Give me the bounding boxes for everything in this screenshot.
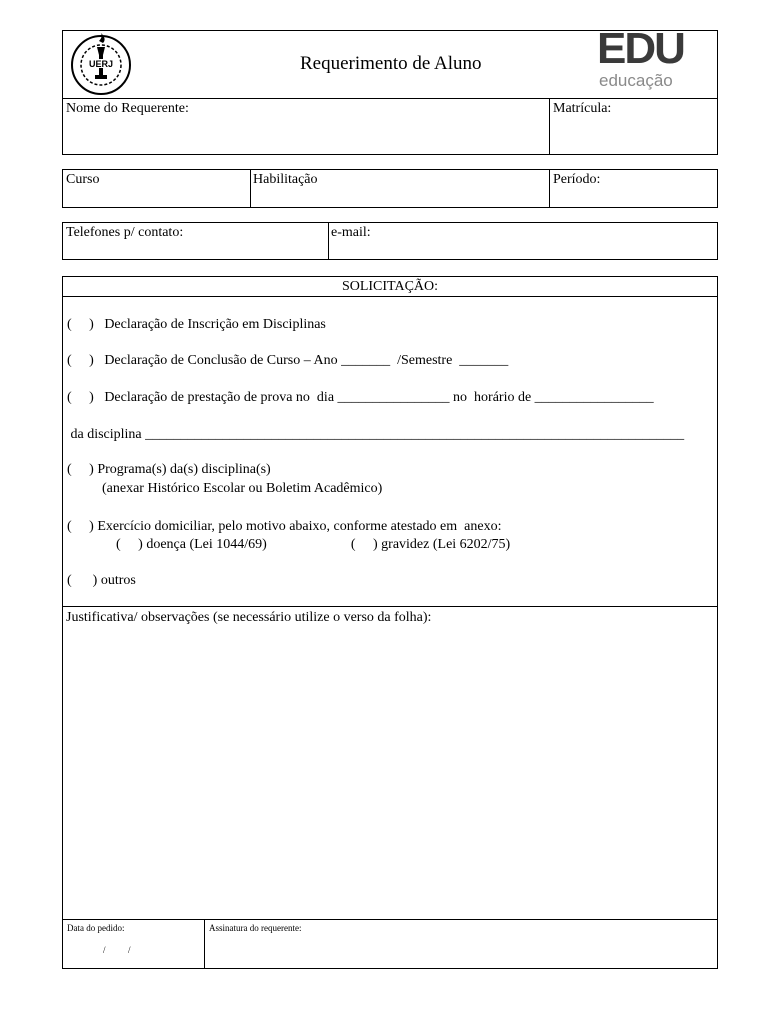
divider (328, 223, 329, 259)
data-pedido-field[interactable]: / / (103, 945, 131, 955)
assinatura-label: Assinatura do requerente: (209, 923, 302, 933)
telefones-label: Telefones p/ contato: (66, 225, 184, 240)
contato-row (62, 222, 718, 260)
option-prova-disciplina[interactable]: da disciplina _____________________________________________________________________________ (67, 427, 685, 442)
option-programa[interactable]: ( ) Programa(s) da(s) disciplina(s) (67, 462, 271, 477)
habilitacao-label: Habilitação (253, 172, 318, 187)
divider (63, 606, 717, 607)
svg-text:UERJ: UERJ (88, 59, 114, 69)
divider (63, 296, 717, 297)
curso-label: Curso (66, 172, 100, 187)
seal-icon (69, 33, 133, 97)
divider (63, 919, 717, 920)
solicitacao-box (62, 276, 718, 969)
option-inscricao[interactable]: ( ) Declaração de Inscrição em Disciplinas (67, 317, 326, 332)
divider (549, 99, 550, 154)
curso-row (62, 169, 718, 208)
divider (250, 170, 251, 207)
uerj-seal (69, 33, 133, 97)
email-label: e-mail: (331, 225, 371, 240)
option-outros[interactable]: ( ) outros (67, 573, 136, 588)
justificativa-label: Justificativa/ observações (se necessário utilize o verso da folha): (66, 610, 432, 625)
option-prova[interactable]: ( ) Declaração de prestação de prova no dia ________________ no horário de _________________ (67, 390, 654, 405)
option-exercicio[interactable]: ( ) Exercício domiciliar, pelo motivo abaixo, conforme atestado em anexo: (67, 519, 502, 534)
solicitacao-heading: SOLICITAÇÃO: (341, 279, 439, 294)
divider (549, 170, 550, 207)
matricula-label: Matrícula: (553, 101, 612, 116)
header-box (62, 24, 718, 99)
edu-logo (597, 24, 687, 95)
page-title: Requerimento de Aluno (300, 53, 482, 74)
option-programa-note: (anexar Histórico Escolar ou Boletim Acadêmico) (67, 481, 383, 496)
option-conclusao[interactable]: ( ) Declaração de Conclusão de Curso – Ano _______ /Semestre _______ (67, 353, 509, 368)
nome-row (62, 98, 718, 155)
edu-logo-main: EDU (597, 24, 684, 73)
nome-label: Nome do Requerente: (66, 101, 189, 116)
edu-logo-sub: educação (599, 71, 673, 90)
option-exercicio-motivos[interactable]: ( ) doença (Lei 1044/69) ( ) gravidez (Lei 6202/75) (67, 537, 511, 552)
periodo-label: Período: (553, 172, 601, 187)
data-pedido-label: Data do pedido: (67, 923, 125, 933)
divider (204, 919, 205, 968)
